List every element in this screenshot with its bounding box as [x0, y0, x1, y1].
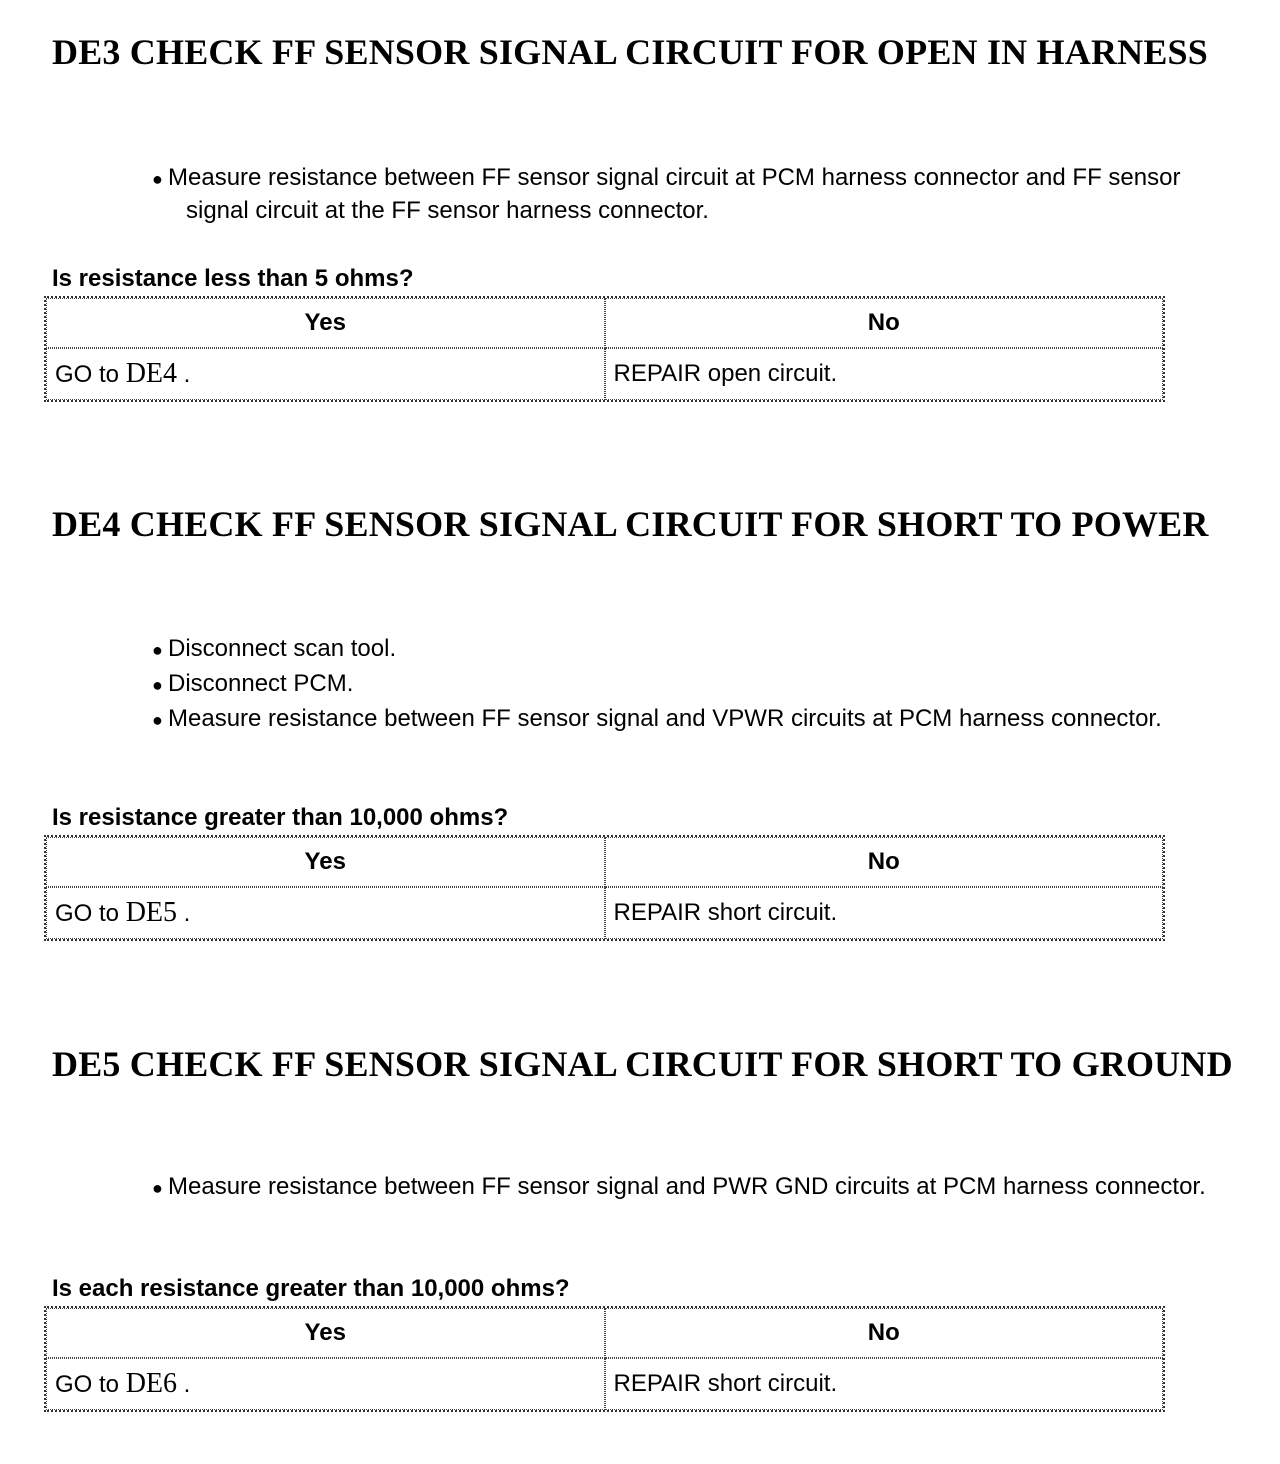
yes-header: Yes: [46, 1308, 605, 1358]
table-header-row: [46, 298, 1163, 348]
no-action-cell: REPAIR short circuit.: [605, 1358, 1164, 1410]
yes-action-cell: GO to DE5 .: [46, 887, 605, 939]
question: Is each resistance greater than 10,000 ohms?: [52, 1275, 570, 1302]
no-header: No: [605, 837, 1164, 887]
step-title: DE5 CHECK FF SENSOR SIGNAL CIRCUIT FOR SHORT TO GROUND: [52, 1044, 1233, 1084]
step-link-de4[interactable]: DE4: [125, 358, 178, 389]
table-header-row: [46, 1308, 1163, 1358]
bullet-icon: ●: [152, 1178, 163, 1198]
instruction-item: ● Measure resistance between FF sensor signal circuit at PCM harness connector and FF sensor signal circuit at the FF sensor harness connector.: [152, 164, 1181, 224]
table-row: [46, 348, 1163, 400]
bullet-icon: ●: [152, 640, 163, 660]
no-action-cell: REPAIR open circuit.: [605, 348, 1164, 400]
instruction-item: ● Disconnect scan tool.: [136, 633, 1246, 666]
yes-action-cell: GO to DE4 .: [46, 348, 605, 400]
answer-table: [44, 835, 1165, 941]
step-link-de6[interactable]: DE6: [125, 1368, 178, 1399]
question: Is resistance less than 5 ohms?: [52, 265, 414, 292]
yes-header: Yes: [46, 837, 605, 887]
table-row: [46, 1358, 1163, 1410]
step-link-de5[interactable]: DE5: [125, 897, 178, 928]
yes-header: Yes: [46, 298, 605, 348]
instruction-list: [136, 633, 1246, 738]
bullet-icon: ●: [152, 710, 163, 730]
answer-table: [44, 1306, 1165, 1412]
no-header: No: [605, 298, 1164, 348]
bullet-icon: ●: [152, 675, 163, 695]
question: Is resistance greater than 10,000 ohms?: [52, 804, 509, 831]
no-action-cell: REPAIR short circuit.: [605, 887, 1164, 939]
step-title: DE4 CHECK FF SENSOR SIGNAL CIRCUIT FOR SHORT TO POWER: [52, 504, 1209, 544]
bullet-icon: ●: [152, 169, 163, 189]
yes-action-cell: GO to DE6 .: [46, 1358, 605, 1410]
answer-table: [44, 296, 1165, 402]
instruction-item: ● Measure resistance between FF sensor signal and PWR GND circuits at PCM harness connector.: [136, 1171, 1246, 1204]
table-header-row: [46, 837, 1163, 887]
table-row: [46, 887, 1163, 939]
instruction-list: [136, 162, 1246, 229]
step-title: DE3 CHECK FF SENSOR SIGNAL CIRCUIT FOR OPEN IN HARNESS: [52, 32, 1208, 72]
instruction-list: [136, 1171, 1246, 1206]
instruction-item: ● Measure resistance between FF sensor signal and VPWR circuits at PCM harness connector.: [136, 703, 1246, 736]
no-header: No: [605, 1308, 1164, 1358]
instruction-item: ● Disconnect PCM.: [136, 668, 1246, 701]
